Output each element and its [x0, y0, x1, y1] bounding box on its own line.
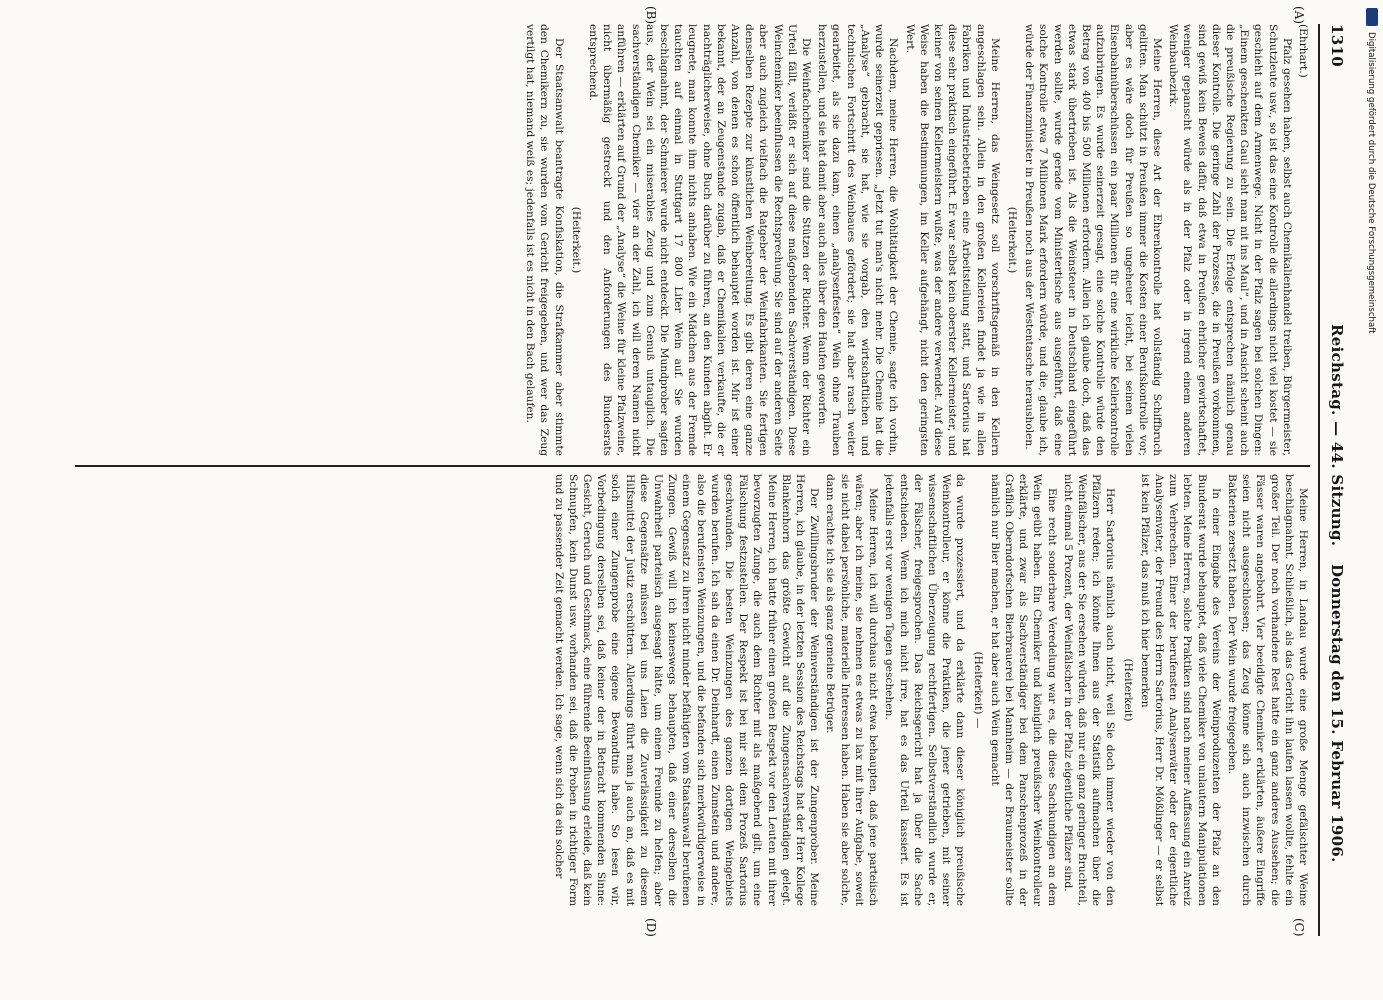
paragraph: Meine Herren, das Weingesetz soll vorschriftsgemäß in den Kellern angeschlagen sein. Allein in den großen Kellereien findet ja wie in allen Fabriken und Industriebetrieben eine Arbeitsteilung statt, und Sartorius hat diese sehr praktisch eingeführt. Er war selbst kein oberster Kellermeister, und keiner von seinen Kellermeistern wußte, was der andere verwendet. Auf diese Weise haben die Bestimmungen, im Keller aufgehängt, nicht den geringsten Wert. — [903, 24, 1001, 456]
paragraph: Herr Sartorius nämlich auch nicht, weil Sie doch immer wieder von den Pfälzern reden; ich könnte Ihnen aus der Statistik aufmachen über die Weinfälscher, aus der Sie ersehen würden, daß nur ein ganz geringer Bruchteil, nicht einmal 5 Prozent, der Weinfälscher in der Pfalz eigentliche Pfälzer sind. — [1061, 474, 1117, 906]
page-number: 1310 — [1328, 24, 1346, 67]
paragraph: Eine recht sonderbare Veredelung war es, die diese Sachkundigen an dem Wein geübt haben. Ein Chemiker und königlich preußischer Weinkontrolleur erklärte, und zwar als Sachverständiger bei dem Panschenprozeß in der Gräflich Oberndorfschen Bierbrauerei bei Mannheim — der Braumeister sollte nämlich nur Bier machen, er hat aber auch Wein gemacht — [988, 474, 1058, 906]
digitization-credit: Digitalisierung gefördert durch die Deutsche Forschungsgemeinschaft — [1366, 32, 1376, 334]
text-columns — [75, 24, 1310, 936]
paragraph: Die Weinfachchemiker sind die Stützen der Richter. Wenn der Richter ein Urteil fällt, verläßt er sich auf diese maßgebenden Sachverständigen. Diese Weinchemiker beeinflussen die Rechtsprechung. Sie sind auf der anderen Seite aber auch zugleich vielfach die Ratgeber der Weinfabrikanten. Sie fertigen denselben Rezepte zur künstlichen Weinbereitung. Es gibt deren eine ganze Anzahl, von denen es schon öffentlich behauptet worden ist. Mir ist einer bekannt, der an Zeugenstande zugab, daß er Chemikalien verkaufte, die er nachträglicherweise, ohne Buch darüber zu führen, an den Kunden abgibt. Er leugnete, man konnte ihm nichts anhaben. Wie ein Mädchen aus der Fremde tauchten auf einmal in Stuttgart 17 800 Liter Wein auf. Sie wurden beschlagnahmt, der Schmierer wurde nicht entdeckt. Die Mundprober sagten aus, der Wein sei ein miserables Zeug und zum Genuß untauglich. Die sachverständigen Chemiker — vier an der Zahl, ich will deren Namen nicht anführen — erklärten auf Grund der „Analyse“ die Weine für kleine Pfalzweine, nicht übermäßig gestreckt und den Anforderungen des Bundesrats entsprechend. — [587, 24, 813, 456]
paragraph: da wurde prozessiert, und da erklärte dann dieser königlich preußische Weinkontrolleur, er könne die Praktiken, die jener getrieben, mit seiner wissenschaftlichen Überzeugung rechtfertigen. Selbstverständlich wurde er, der Fälscher, freigesprochen. Das Reichsgericht hat ja über die Sache entschieden. Wenn ich mich nicht irre, hat es das Urteil kassiert. Es ist jedenfalls erst vor wenigen Tagen geschehen. — [883, 474, 967, 906]
margin-marker-d: (D) — [644, 918, 658, 937]
paragraph: Meine Herren, in Landau wurde eine große Menge gefälschter Weine beschlagnahmt. Schließlich, als das Gericht ihn laufen lassen wollte, fehlte ein großer Teil. Der noch vorhandene Rest hatte ein ganz anderes Aussehen; die Fässer waren angebohrt. Vier beeidigte Chemiker erklärten, äußere Eingriffe seien nicht ausgeschlossen; das Zeug könne sich auch inzwischen durch Bakterien zersetzt haben. Der Wein wurde freigegeben. — [1225, 474, 1309, 906]
right-column — [75, 474, 1310, 906]
paragraph: Der Zwillingsbruder der Weinverständigen ist der Zungenprober. Meine Herren, ich glaube, in der letzten Session des Reichstags hat der Herr Kollege Blankenhorn das größte Gewicht auf die Zungensachverständigen gelegt. Meine Herren, ich hatte früher einen großen Respekt vor den Leuten mit ihrer bevorzugten Zunge, die auch dem Richter mit als maßgebend gilt, um eine Fälschung festzustellen. Der Respekt ist bei mir seit dem Prozeß Sartorius geschwunden. Die besten Weinzungen des ganzen dortigen Weingebiets wurden berufen. Ich sah da einen Dr. Deinhardt, einen Zumstein und andere, also die berufensten Weinzungen, und die befanden sich merkwürdigerweise in einem Gegensatz zu ihren nicht minder befähigten vom Staatsanwalt berufenen Zungen. Gewiß will ich keineswegs behaupten, daß einer derselben die Unwahrheit parteiisch ausgesagt hätte, um einem Freunde zu helfen; aber diese Gegensätze müssen bei uns Laien die Zuverlässigkeit zu diesem Hilfsmittel der Justiz erschüttern. Allerdings führt man ja auch an, daß es mit solch einer Zungenprobe eine eigene Bewandtnis habe. So lesen wir, Vorbedingung derselben sei, daß keiner der in Betracht kommenden Sinne: Gesicht, Geruch und Geschmack, eine führende Beeinflussung erleide, daß kein Schnupfen, kein Dunst usw. vorhanden sei, daß die Proben in richtiger Form und zu passender Zeit gemacht werden. Ich sage, wenn sich da ein solcher — [552, 474, 821, 906]
paragraph: Meine Herren, diese Art der Ehrenkontrolle hat vollständig Schiffbruch gelitten. Man schützt in Preußen immer die Kosten einer Berufskontrolle vor; aber es wäre doch für Preußen so ungeheuer leicht, bei seinen vielen Eisenbahnüberschüssen ein paar Millionen für eine wirkliche Kellerkontrolle aufzubringen. Es wurde seinerzeit gesagt, eine solche Kontrolle würde den Betrag von 400 bis 500 Millionen erfordern. Allein ich glaube doch, daß das etwas stark übertrieben ist. Als die Weinsteuer in Deutschland eingeführt werden sollte, wurde gerade vom Ministertische aus ausgeführt, daß eine solche Kontrolle etwa 7 Millionen Mark erfordern würde, und die, glaube ich, würde der Finanzminister in Preußen noch aus der Westentasche herausholen. — [1023, 24, 1163, 456]
paragraph: Pfalz gesehen haben, selbst auch Chemikalienhandel treiben, Bürgermeister, Schutzleute usw., so ist das eine Kontrolle die allerdings nicht viel kostet — sie geschieht auf dem Armenwege. Nicht in der Pfalz sagen bei solchen Dingen: „Einem geschenkten Gaul sieht man nit ins Maul“, und in Ansicht scheint auch die preußische Regierung zu sein. Die Erfolge entsprechen nämlich genau dieser Kontrolle. Die geringe Zahl der Prozesse, die in Preußen vorkommen, sind gewiß kein Beweis dafür, daß etwa in Preußen ehrlicher gewirtschaftet, weniger gepanscht würde als in der Pfalz oder in irgend einem anderen Weinbaubezirk. — [1167, 24, 1293, 456]
session-title: Reichstag. — 44. Sitzung. — [1328, 324, 1346, 547]
paragraph: Meine Herren, ich will durchaus nicht etwa behaupten, daß jene parteiisch wären; aber ich meine, sie nehmen es etwas zu lax mit ihrer Aufgabe, soweit sie nicht dabei persönliche, materielle Interessen haben. Haben sie aber solche, dann erachte ich sie als ganz gemeine Betrüger. — [824, 474, 880, 906]
session-date: Donnerstag den 15. Februar 1906. — [1328, 564, 1346, 863]
margin-marker-b: (B) — [644, 6, 658, 25]
interjection: (Heiterkeit.) — [1005, 206, 1018, 274]
dfg-logo-icon — [1366, 8, 1378, 26]
column-divider — [75, 465, 1310, 467]
paragraph: Der Staatsanwalt beantragte Konfiskation, die Strafkammer aber stimmte den Chemikern zu, sie wurden vom Gericht freigegeben, und wer das Zeug vertilgt hat, niemand weiß es; jedenfalls ist es nicht in den Bach gelaufen. — [524, 24, 565, 456]
margin-marker-a: (A) — [1292, 6, 1306, 25]
left-column — [75, 24, 1310, 456]
margin-marker-c: (C) — [1292, 918, 1306, 937]
rotated-page-content — [58, 0, 1358, 960]
interjection: (Heiterkeit) — [1121, 658, 1134, 722]
interjection: (Heiterkeit.) — [569, 206, 582, 274]
paragraph: Nachdem, meine Herren, die Wohltätigkeit der Chemie, sagte ich vorhin, wurde seinerzeit gepriesen. „Jetzt tut man's nicht mehr. Die Chemie hat die „Analyse“ gebracht, sie hat, wie sie vorgab, den wirtschaftlichen und technischen Fortschritt des Weinbaues gefördert; sie hat aber rasch weiter gearbeitet, als sie dazu kam, einen „analysenfesten“ Wein ohne Trauben herzustellen, und sie hat damit aber auch alles über den Haufen geworfen. — [816, 24, 900, 456]
paragraph: (Ehrhart.) — [1297, 24, 1309, 78]
paragraph: In einer Eingabe des Vereins der Weinproduzenten der Pfalz an den Bundesrat wurde behauptet, daß viele Chemiker von unlautern Manipulationen lebten. Meine Herren, solche Praktiken sind nach meiner Auffassung ein Anreiz zum Verbrechen. Einer der berufensten Analysenväter oder der eigentliche Analysenvater, der Freund des Herrn Sartorius, Herr Dr. Mößlinger — er selbst ist kein Pfälzer, das muß ich hier bemerken — [1138, 474, 1222, 906]
running-header — [1322, 24, 1348, 936]
header-rule — [1318, 24, 1320, 936]
interjection: (Heiterkeit) — — [971, 651, 984, 729]
